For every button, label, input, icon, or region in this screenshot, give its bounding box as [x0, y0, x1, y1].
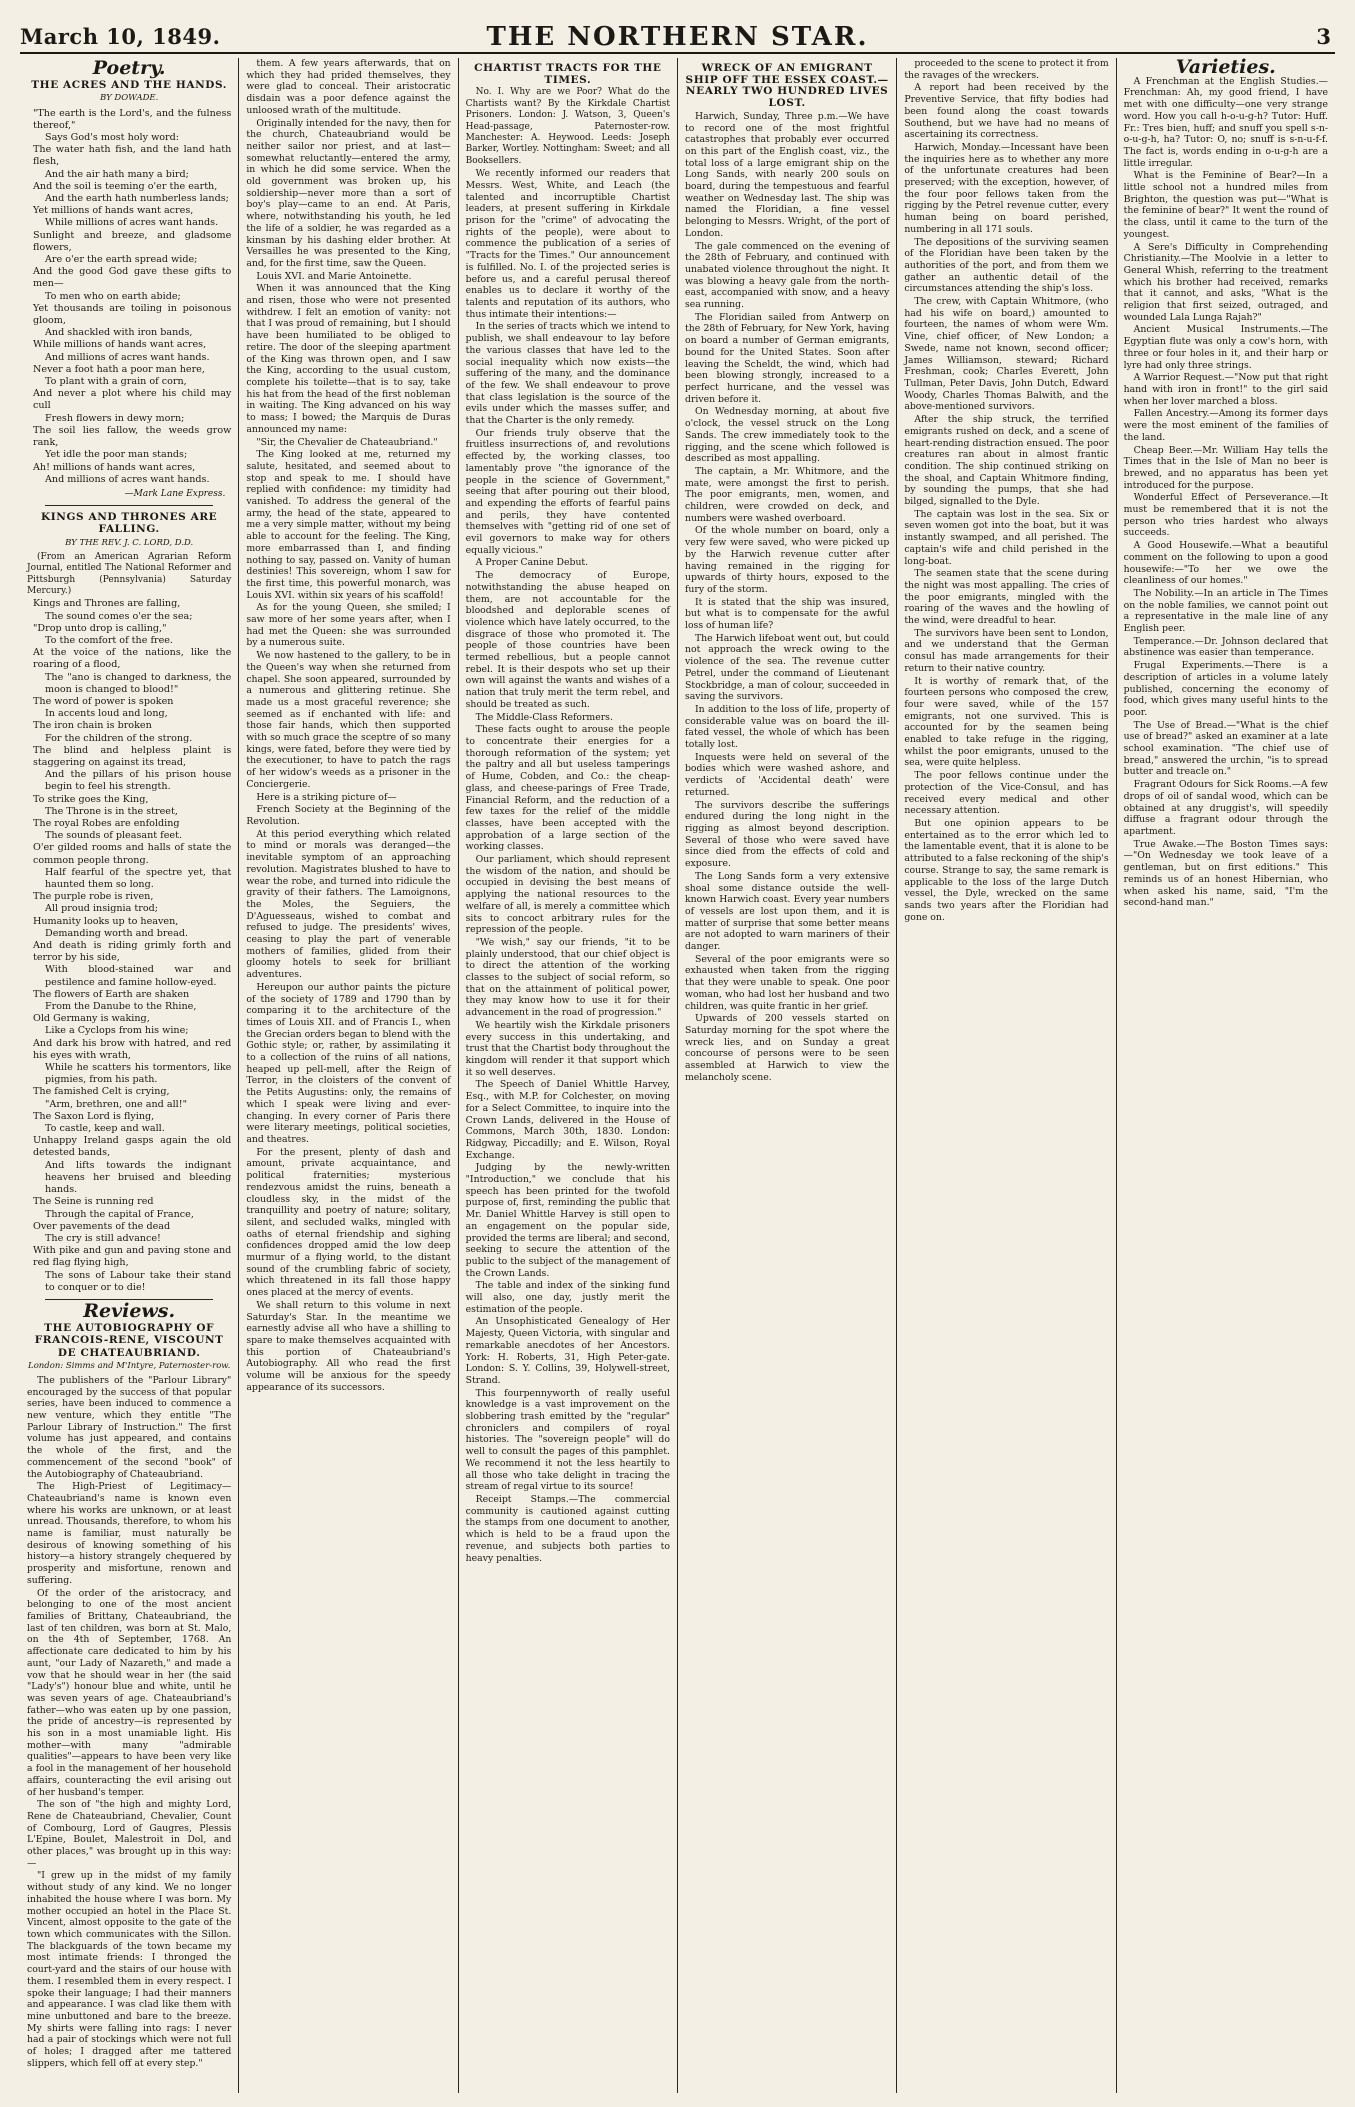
paragraph: When it was announced that the King and risen, those who were not presented withdrew. I felt an emotion of vanity: not that I was proud of remaining, but I should have been humiliated to be obliged to retire. The door of the sleeping apartment of the King was thrown open, and I saw the King, according to the usual custom, complete his toilette—that is to say, take his hat from the head of the first nobleman in waiting. The King advanced on his way to mass; I bowed; the Marquis de Duras announced my name: [246, 283, 451, 435]
poem-line: Like a Cyclops from his wine; [45, 1025, 189, 1037]
variety-item: A Good Housewife.—What a beautiful comment on the following to upon a good housewife:—"To her we owe the cleanliness of our homes." [1123, 540, 1328, 587]
paragraph: Receipt Stamps.—The commercial community is cautioned against cutting the stamps from one document to another, which is held to be a fraud upon the revenue, and subjects both parties to heavy penalties. [465, 1494, 670, 1564]
poem-line: The sound comes o'er the sea; [45, 610, 193, 622]
poem-line: And never a plot where his child may cull [33, 388, 232, 412]
paragraph: For the present, plenty of dash and amount, private acquaintance, and political fraternities; mysterious rendezvous amidst the ruins, beneath a cloudless sky, in the midst of the tranquillity and poetry of nature; solitary, silent, and secluded walks, mingled with oaths of eternal friendship and sighing confidences dropped amid the low deep murmur of a flying world, to the distant sound of the crumbling fabric of society, which threatened in its fall those happy ones placed at the mercy of events. [246, 1146, 451, 1299]
poem-verses [27, 598, 231, 1294]
poem-line: To castle, keep and wall. [45, 1123, 165, 1135]
poem-line: The cry is still advance! [45, 1232, 161, 1244]
poem-line: The soil lies fallow, the weeds grow rank, [33, 424, 232, 449]
poem-line: For the children of the strong. [45, 732, 193, 744]
paragraph: Originally intended for the navy, then for the church, Chateaubriand would be neither sailor nor priest, and at last—somewhat reluctantly—entered the army, in which he did some service. When the old government was broken up, his soldiership—never more than a sort of boy's play—came to an end. At Paris, where, notwithstanding his youth, he led the life of a soldier, he was regarded as a kinsman by his dashing elder brother. At Versailles he was presented to the King, and, for the first time, saw the Queen. [246, 117, 451, 269]
paragraph: The democracy of Europe, notwithstanding the abuse heaped on them, are not accountable for the bloodshed and deplorable scenes of violence which have lately occurred, to the disgrace of those who promoted it. The people of those countries have been termed rebellious, but a people cannot rebel. It is their despots who set up their own will against the wants and wishes of a nation that truly merit the term rebel, and should be treated as such. [465, 570, 670, 710]
variety-item: Ancient Musical Instruments.—The Egyptian flute was only a cow's horn, with three or four holes in it, and their harp or lyre had only three strings. [1123, 324, 1328, 371]
paragraph: In addition to the loss of life, property of considerable value was on board the ill-fated vessel, the whole of which has been totally lost. [684, 703, 890, 751]
poem-line: Yet thousands are toiling in poisonous gloom, [33, 302, 232, 327]
poem-intro: (From an American Agrarian Reform Journal, entitled The National Reformer and Pittsburgh (Pennsylvania) Saturday Mercury.) [27, 551, 232, 596]
poem-line: Demanding worth and bread. [45, 927, 189, 939]
paragraph: The Middle-Class Reformers. [475, 711, 613, 723]
page-number: 3 [1316, 24, 1331, 49]
poem-line: And the good God gave these gifts to men— [33, 266, 232, 290]
paragraph: Louis XVI. and Marie Antoinette. [256, 270, 412, 282]
paragraph: These facts ought to arouse the people to concentrate their energies for a thorough reformation of the system; yet the paltry and all but useless tamperings of Hume, Cobden, and Co.: the cheap-glass, and cheese-parings of Free Trade, Financial Reform, and the reduction of a few taxes for the relief of the middle classes, have been accepted with the approbation of a large section of the working classes. [465, 724, 670, 853]
poem-title: KINGS AND THRONES ARE FALLING. [41, 511, 218, 536]
divider [45, 505, 213, 506]
paragraph: But one opinion appears to be entertained as to the error which led to the lamentable event, that it is alone to be attributed to a false reckoning of the ship's course. Strange to say, the same remark is applicable to the loss of the large Dutch vessel, the Dyle, wrecked on the same sands two years after the Floridian had gone on. [904, 818, 1109, 923]
poem-line: In accents loud and long, [45, 708, 168, 720]
variety-item: A Warrior Request.—"Now put that right hand with iron in front!" to the girl said when her lover marched a bloss. [1123, 372, 1328, 407]
variety-item: Temperance.—Dr. Johnson declared that abstinence was easier than temperance. [1123, 635, 1328, 659]
poem-line: And millions of acres want hands. [45, 351, 210, 363]
paragraph: The table and index of the sinking fund will also, one day, justly merit the estimation of the people. [465, 1280, 670, 1315]
poem-line: With pike and gun and paving stone and red flag flying high, [33, 1245, 232, 1269]
paragraph: We recently informed our readers that Messrs. West, White, and Leach (the talented and incorruptible Chartist leaders, at present suffering in Kirkdale prison for the "crime" of advocating the rights of the people), were about to commence the publication of a series of "Tracts for the Times." Our announcement is fulfilled. No. I. of the projected series is before us, and a careful perusal thereof enables us to declare it worthy of the talents and reputation of its authors, who thus intimate their intentions:— [465, 168, 670, 320]
poem-line: The Throne is in the street, [45, 805, 178, 817]
review-title: THE AUTOBIOGRAPHY OF FRANCOIS-RENE, VISCOUNT DE CHATEAUBRIAND. [34, 1322, 224, 1359]
poem-line: To the comfort of the free. [45, 634, 173, 646]
poem-line: Fresh flowers in dewy morn; [45, 412, 185, 424]
poem-line: "The earth is the Lord's, and the fulness thereof," [33, 107, 232, 131]
poem-line: O'er gilded rooms and halls of state the common people throng. [33, 842, 232, 866]
paragraph: The gale commenced on the evening of the 28th of February, and continued with unabated violence throughout the night. It was blowing a heavy gale from the north-east, accompanied with snow, and a heavy sea running. [684, 240, 890, 311]
article-body [685, 111, 889, 1084]
poem-line: The Saxon Lord is flying, [33, 1110, 155, 1122]
poem-line: And the pillars of his prison house begin to feel his strength. [45, 769, 232, 793]
paragraph: proceeded to the scene to protect it from the ravages of the wreckers. [904, 58, 1109, 81]
poem-line: From the Danube to the Rhine, [45, 1001, 197, 1013]
paragraph: The Long Sands form a very extensive shoal some distance outside the well-known Harwich coast. Every year numbers of vessels are lost upon them, and it is matter of surprise that some better means are not adopted to warn mariners of their danger. [684, 870, 890, 953]
poem-line: The royal Robes are enfolding [33, 818, 180, 829]
poem-line: Yet millions of hands want acres, [33, 205, 194, 217]
paragraph: them. A few years afterwards, that on which they had prided themselves, they were glad to conceal. Their aristocratic disdain was a poor defence against the unloosed wrath of the multitude. [246, 58, 451, 116]
paragraph: In the series of tracts which we intend to publish, we shall endeavour to lay before the various classes that have led to the social inequality which now exists—the suffering of the many, and the dominance of the few. We shall endeavour to prove that class legislation is the source of the evils under which the masses suffer, and that the Charter is the only remedy. [465, 321, 670, 427]
paragraph: Harwich, Monday.—Incessant have been the inquiries here as to whether any more of the unfortunate creatures had been preserved; with the exception, however, of the four poor fellows taken from the rigging by the Petrel revenue cutter, every human being on board perished, numbering in all 171 souls. [904, 141, 1109, 235]
variety-item: What is the Feminine of Bear?—In a little school not a hundred miles from Brighton, the question was put—"What is the feminine of bear?" It went the round of the class, until it came to the turn of the youngest. [1123, 170, 1328, 240]
poem-line: Never a foot hath a poor man here, [33, 363, 205, 375]
poem-line: Kings and Thrones are falling, [33, 598, 181, 610]
article-intro: No. I. Why are we Poor? What do the Chartists want? By the Kirkdale Chartist Prisoners. London: J. Watson, 3, Queen's Head-passage, Paternoster-row. Manchester: A. Heywood. Leeds: Joseph Barker, Wortley. Nottingham: Sweet; and all Booksellers. [465, 87, 670, 166]
variety-item: A Sere's Difficulty in Comprehending Christianity.—The Moolvie in a letter to General Whish, referring to the treatment which his brother had received, remarks that it cannot, and asks, "What is the religion that first seized, outraged, and wounded Lala Lunga Rajah?" [1123, 241, 1328, 323]
paragraph: "We wish," say our friends, "it to be plainly understood, that our chief object is to direct the attention of the working classes to the subject of social reform, so that on the attainment of political power, they may know how to use it for their advancement in the road of progression." [465, 936, 670, 1019]
poem-line: The Seine is running red [33, 1196, 154, 1208]
poem-line: To plant with a grain of corn, [45, 376, 187, 388]
variety-item: Fallen Ancestry.—Among its former days were the most eminent of the families of the land. [1123, 408, 1328, 443]
section-heading-varieties: Varieties. [1175, 58, 1276, 78]
article-body [466, 168, 670, 1564]
paragraph: The captain was lost in the sea. Six or seven women got into the boat, but it was instantly swamped, and all perished. The captain's wife and child perished in the long-boat. [904, 508, 1109, 567]
paragraph: An Unsophisticated Genealogy of Her Majesty, Queen Victoria, with singular and remarkable anecdotes of her Ancestors. York: H. Roberts, 31, High Peter-gate. London: S. Y. Collins, 39, Holywell-street, Strand. [465, 1316, 670, 1386]
columns [20, 58, 1335, 2093]
paragraph: The Harwich lifeboat went out, but could not approach the wreck owing to the violence of the sea. The revenue cutter Petrel, under the command of Lieutenant Stockbridge, a man of colour, succeeded in saving the survivors. [684, 632, 890, 703]
column-2 [239, 58, 458, 2093]
poem-line: Humanity looks up to heaven, [33, 915, 179, 927]
paragraph: On Wednesday morning, at about five o'clock, the vessel struck on the Long Sands. The crew immediately took to the rigging, and the scene which followed is described as most appalling. [684, 406, 890, 465]
paragraph: A Proper Canine Debut. [475, 557, 589, 569]
poem-line: The iron chain is broken [33, 720, 152, 732]
poem-line: And lifts towards the indignant heavens her bruised and bleeding hands. [45, 1159, 232, 1196]
variety-item: True Awake.—The Boston Times says:—"On Wednesday we took leave of a gentleman, but on first editions." This reminds us of an honest Hibernian, who when asked his name, said, "I'm the second-hand man." [1123, 838, 1328, 909]
poem-line: While millions of hands want acres, [33, 339, 207, 351]
paragraph: The captain, a Mr. Whitmore, and the mate, were amongst the first to perish. The poor emigrants, men, women, and children, were crowded on deck, and numbers were washed overboard. [684, 465, 890, 524]
column-5 [897, 58, 1116, 2093]
column-3 [459, 58, 678, 2093]
poem-line: The blind and helpless plaint is staggering on against its tread, [33, 744, 232, 768]
poem-byline: BY THE REV. J. C. LORD, D.D. [65, 537, 194, 548]
review-publisher: London: Simms and M'Intyre, Paternoster-row. [28, 1360, 231, 1371]
paragraph: French Society at the Beginning of the Revolution. [246, 804, 451, 827]
poem-line: Sunlight and breeze, and gladsome flowers, [33, 229, 232, 253]
review-body [27, 1375, 231, 2069]
variety-item: The Use of Bread.—"What is the chief use of bread?" asked an examiner at a late school examination. "The chief use of bread," answered the urchin, "is to spread butter and treacle on." [1123, 719, 1328, 778]
poem-line: The sounds of pleasant feet. [45, 830, 182, 842]
paragraph: The poor fellows continue under the protection of the Vice-Consul, and has received every medical and other necessary attention. [904, 770, 1109, 817]
paragraph: After the ship struck, the terrified emigrants rushed on deck, and a scene of heart-rending distraction ensued. The poor creatures ran about in almost frantic condition. The ship continued striking on the shoal, and Captain Whitmore finding, by sounding the pumps, that she had bilged, signalled to the Dyle. [904, 414, 1109, 508]
column-6 [1117, 58, 1335, 2093]
poem-line: While millions of acres want hands. [45, 217, 219, 229]
poem-line: To strike goes the King, [33, 793, 149, 805]
paragraph: Here is a striking picture of— [256, 791, 397, 803]
paragraph: The Speech of Daniel Whittle Harvey, Esq., with M.P. for Colchester, on moving for a Select Committee, to inquire into the Crown Lands, delivered in the House of Commons, March 30th, 1830. London: Ridgway, Piccadilly; and E. Wilson, Royal Exchange. [465, 1079, 670, 1161]
paragraph: Upwards of 200 vessels started on Saturday morning for the spot where the wreck lies, and on Sunday a great concourse of persons were to be seen assembled at Harwich to view the melancholy scene. [684, 1013, 890, 1083]
paragraph: The survivors have been sent to London, and we understand that the German consul has made arrangements for their return to their native country. [904, 627, 1109, 674]
variety-item: Cheap Beer.—Mr. William Hay tells the Times that in the Isle of Man no beer is brewed, and no apparatus has been yet introduced for the purpose. [1123, 444, 1328, 491]
poem-line: Over pavements of the dead [33, 1220, 171, 1232]
column-1 [20, 58, 239, 2093]
poem-line: Are o'er the earth spread wide; [45, 254, 198, 266]
paragraph: It is worthy of remark that, of the fourteen persons who composed the crew, four were saved, while of the 157 emigrants, not one survived. This is accounted for by the seamen being enabled to take refuge in the rigging, whilst the poor emigrants, unused to the sea, were quite helpless. [904, 675, 1109, 769]
paragraph: As for the young Queen, she smiled; I saw more of her some years after, when I had met the Queen: she was surrounded by a numerous suite. [246, 602, 451, 649]
paragraph: The depositions of the surviving seamen of the Floridian have been taken by the authorities of the port, and from them we gather an authentic detail of the circumstances attending the ship's loss. [904, 236, 1109, 295]
poem-line: The word of power is spoken [33, 695, 174, 707]
paragraph: The son of "the high and mighty Lord, Rene de Chateaubriand, Chevalier, Count of Combourg, Lord of Gaugres, Plessis L'Epine, Boulet, Malestroit in Dol, and other places," was brought up in this way:— [27, 1799, 232, 1869]
paragraph: Of the whole number on board, only a very few were saved, who were picked up by the Harwich revenue cutter after having remained in the rigging for upwards of thirty hours, exposed to the fury of the storm. [684, 525, 890, 595]
poem-line: The flowers of Earth are shaken [33, 988, 190, 1000]
variety-item: A Frenchman at the English Studies.—Frenchman: Ah, my good friend, I have met with one difficulty—one very strange word. How you call h-o-u-g-h? Tutor: Huff. Fr.: Tres bien, huff; and snuff you spell s-n-o-u-g-h, ha? Tutor: O, no; snuff is s-n-u-f-f. The fact is, words ending in o-u-g-h are a little irregular. [1123, 75, 1328, 169]
variety-item: The Nobility.—In an article in The Times on the noble families, we cannot point out a representative in the male line of any English peer. [1123, 587, 1328, 635]
paragraph: "Sir, the Chevalier de Chateaubriand." [256, 436, 438, 448]
paragraph: The Floridian sailed from Antwerp on the 28th of February, for New York, having on board a number of German emigrants, bound for the United States. Soon after leaving the Scheldt, the wind, which had been blowing strongly, increased to a perfect hurricane, and the vessel was driven before it. [684, 311, 890, 405]
paragraph: Harwich, Sunday, Three p.m.—We have to record one of the most frightful catastrophes that probably ever occurred on this part of the English coast, viz., the total loss of a large emigrant ship on the Long Sands, with nearly 200 souls on board, during the tempestuous and fearful weather on Wednesday last. The ship was named the Floridian, a fine vessel belonging to Messrs. Wright, of the port of London. [684, 110, 890, 239]
article-title: CHARTIST TRACTS FOR THE TIMES. [474, 62, 662, 86]
paragraph: We heartily wish the Kirkdale prisoners every success in this undertaking, and trust that the Chartist body throughout the kingdom will render it that support which it so well deserves. [465, 1019, 670, 1078]
poem-line: All proud insignia trod; [45, 903, 158, 915]
section-heading-reviews: Reviews. [83, 1299, 176, 1322]
column-4 [678, 58, 897, 2093]
poem-line: Old Germany is waking, [33, 1013, 150, 1025]
poem-line: The purple robe is riven, [33, 891, 154, 903]
paragraph: We now hastened to the gallery, to be in the Queen's way when she returned from chapel. She soon appeared, surrounded by a numerous and glittering retinue. She made us a most graceful reverence; she seemed as if enchanted with life: and those fair hands, which then supported with so much grace the sceptre of so many kings, were fated, before they were tied by the executioner, to have to patch the rags of her widow's weeds as a prisoner in the Conciergerie. [246, 650, 451, 790]
poem-line: The famished Celt is crying, [33, 1086, 170, 1098]
poem-line: While he scatters his tormentors, like pigmies, from his path. [45, 1062, 232, 1086]
paragraph: The crew, with Captain Whitmore, (who had his wife on board,) amounted to fourteen, the names of whom were Wm. Vine, chief officer, of New London; a Swede, name not known, second officer; James Williamson, steward; Richard Freshman, cook; Charles Everett, John Tullman, Peter Davis, John Dutch, Edward Woody, Charles Thomas Balwith, and the above-mentioned survivors. [904, 296, 1109, 413]
variety-item: Wonderful Effect of Perseverance.—It must be remembered that it is not the person who tries hardest who always succeeds. [1123, 492, 1328, 539]
poem-line: And death is riding grimly forth and terror by his side, [33, 940, 232, 964]
paragraph: The publishers of the "Parlour Library" encouraged by the success of that popular series, have been induced to commence a new venture, which they entitle "The Parlour Library of Instruction." The first volume has just appeared, and contains the whole of the first, and the commencement of the second "book" of the Autobiography of Chateaubriand. [27, 1374, 232, 1480]
poem-line: The water hath fish, and the land hath flesh, [33, 144, 232, 168]
paragraph: Our parliament, which should represent the wisdom of the nation, and should be occupied in devising the best means of applying the national resources to the welfare of all, is merely a committee which sits to concoct arbitrary rules for the repression of the people. [465, 854, 670, 936]
poem-line: Unhappy Ireland gasps again the old detested bands, [33, 1135, 232, 1159]
poem-line: Ah! millions of hands want acres, [33, 461, 196, 473]
paragraph: Inquests were held on several of the bodies which were washed ashore, and verdicts of 'Accidental death' were returned. [684, 751, 890, 798]
poem-verses [27, 108, 231, 486]
poem-line: At the voice of the nations, like the roaring of a flood, [33, 647, 232, 671]
variety-item: Fragrant Odours for Sick Rooms.—A few drops of oil of sandal wood, which can be obtained at any druggist's, will speedily diffuse a fragrant odour through the apartment. [1123, 779, 1328, 837]
article-title: WRECK OF AN EMIGRANT SHIP OFF THE ESSEX COAST.—NEARLY TWO HUNDRED LIVES LOST. [685, 62, 889, 110]
newspaper-title: THE NORTHERN STAR. [486, 22, 869, 52]
poem-line: "Arm, brethren, one and all!" [45, 1098, 187, 1110]
paragraph: Our friends truly observe that the fruitless insurrections of, and revolutions effected by, the working classes, too lamentably prove "the ignorance of the people in the science of Government," seeing that after pouring out their blood, and expending the efforts of fearful pains and perils, they have contented themselves with "getting rid of one set of evil governors to make way for others equally vicious." [465, 427, 670, 556]
poem-line: And dark his brow with hatred, and red his eyes with wrath, [33, 1037, 232, 1061]
poem-line: And the soil is teeming o'er the earth, [33, 180, 218, 192]
varieties-list [1124, 76, 1328, 909]
poem-line: The "ano is changed to darkness, the moon is changed to blood!" [45, 671, 232, 695]
paragraph: A report had been received by the Preventive Service, that fifty bodies had been found along the coast towards Southend, but we have had no means of ascertaining its correctness. [904, 82, 1109, 141]
poem-line: And millions of acres want hands. [45, 473, 210, 485]
poem-line: "Drop unto drop is calling," [33, 622, 167, 634]
poem-line: And the earth hath numberless lands; [45, 193, 229, 205]
paragraph: Hereupon our author paints the picture of the society of 1789 and 1790 than by comparing it to the architecture of the times of Louis XII. and of Francis I., when the Grecian orders began to blend with the Gothic style; or, rather, by assimilating it to a collection of the ruins of all nations, heaped up pell-mell, after the Reign of Terror, in the cloisters of the convent of the Petits Augustins: only, the remains of which I speak were living and ever-changing. In every corner of Paris there were literary meetings, political societies, and theatres. [246, 981, 451, 1145]
paragraph: At this period everything which related to mind or morals was deranged—the inevitable symptom of an approaching revolution. Magistrates blushed to have to wear the robe, and turned into ridicule the gravity of their fathers. The Lamoignons, the Moles, the Seguiers, the D'Aguesseaus, wished to combat and refused to judge. The presidents' wives, ceasing to play the part of venerable mothers of families, glided from their gloomy hotels to seek for brilliant adventures. [246, 828, 451, 981]
poem-line: Through the capital of France, [45, 1208, 194, 1220]
poem-line: And shackled with iron bands, [45, 327, 193, 339]
paragraph: Several of the poor emigrants were so exhausted when taken from the rigging that they were unable to speak. One poor woman, who had lost her husband and two children, was quite frantic in her grief. [684, 953, 890, 1012]
poem-line: And the air hath many a bird; [45, 168, 189, 180]
paragraph: The seamen state that the scene during the night was most appalling. The cries of the poor emigrants, mingled with the roaring of the waves and the howling of the wind, were dreadful to hear. [904, 568, 1109, 627]
masthead [20, 22, 1335, 54]
paragraph: We shall return to this volume in next Saturday's Star. In the meantime we earnestly advise all who have a shilling to spare to make themselves acquainted with this portion of Chateaubriand's Autobiography. All who read the first volume will be anxious for the speedy appearance of its successors. [246, 1299, 451, 1393]
variety-item: Frugal Experiments.—There is a description of articles in a volume lately published, concerning the economy of food, which gives many useful hints to the poor. [1123, 660, 1328, 718]
poem-byline: BY DOWADE. [99, 93, 159, 104]
poem-source: —Mark Lane Express. [124, 488, 226, 499]
poem-title: THE ACRES AND THE HANDS. [31, 79, 228, 92]
paragraph: Of the order of the aristocracy, and belonging to one of the most ancient families of Brittany, Chateaubriand, the last of ten children, was born at St. Malo, on the 4th of September, 1768. An affectionate care dedicated to him by his aunt, "our Lady of Nazareth," and made a vow that he should wear in her (the said "Lady's") honour blue and white, until he was seven years of age. Chateaubriand's father—who was eaten up by one passion, the pride of ancestry—is represented by his son in a most unamiable light. His mother—with many "admirable qualities"—appears to have been very like a fool in the management of her household affairs, counteracting the evil arising out of her husband's temper. [27, 1587, 232, 1798]
poem-line: The sons of Labour take their stand to conquer or to die! [45, 1269, 232, 1293]
paragraph: "I grew up in the midst of my family without study of any kind. We no longer inhabited the house where I was born. My mother occupied an hotel in the Place St. Vincent, almost opposite to the gate of the town which communicates with the Sillon. The blackguards of the town became my most intimate friends: I thronged the court-yard and the stairs of our house with them. I resembled them in every respect. I spoke their language; I had their manners and appearance. I was clad like them with mine unbuttoned and bare to the breeze. My shirts were falling into rags: I never had a pair of stockings which were not full of holes; I dragged after me tattered slippers, which fell off at every step." [27, 1870, 232, 2069]
issue-date: March 10, 1849. [20, 24, 221, 49]
poem-line: With blood-stained war and pestilence and famine hollow-eyed. [45, 964, 232, 988]
paragraph: The survivors describe the sufferings endured during the long night in the rigging as almost beyond description. Several of those who were saved have since died from the effects of cold and exposure. [684, 799, 890, 870]
paragraph: Judging by the newly-written "Introduction," we conclude that his speech has been printed for the twofold purpose of, first, reminding the public that Mr. Daniel Whittle Harvey is still open to an engagement on the popular side, provided the terms are liberal; and second, seeking to secure the attention of the public to the subject of the management of the Crown Lands. [465, 1162, 670, 1279]
poem-line: Half fearful of the spectre yet, that haunted them so long. [45, 866, 232, 891]
paragraph: It is stated that the ship was insured, but what is to compensate for the awful loss of human life? [684, 596, 890, 632]
poem-line: To men who on earth abide; [45, 290, 181, 302]
poem-line: Says God's most holy word: [45, 132, 180, 144]
paragraph: The King looked at me, returned my salute, hesitated, and seemed about to stop and speak to me. I should have replied with confidence: my timidity had vanished. To address the general of the army, the head of the state, appeared to me a very simple matter, without my being able to account for the feeling. The King, more embarrassed than I, and finding nothing to say, passed on. Vanity of human destinies! This sovereign, whom I saw for the first time, this powerful monarch, was Louis XVI. within six years of his scaffold! [246, 449, 451, 601]
paragraph: This fourpennyworth of really useful knowledge is a vast improvement on the slobbering trash emitted by the "regular" chroniclers and compilers of royal histories. The "sovereign people" will do well to consult the pages of this pamphlet. We recommend it not the less heartily to all those who take delight in tracing the stream of regal virtue to its source! [465, 1387, 670, 1493]
poem-line: Yet idle the poor man stands; [45, 449, 188, 461]
section-heading-poetry: Poetry. [92, 58, 166, 79]
paragraph: The High-Priest of Legitimacy—Chateaubriand's name is known even where his works are unknown, or at least unread. Thousands, therefore, to whom his name is familiar, must naturally be desirous of knowing something of his history—a history strangely chequered by prosperity and misfortune, renown and suffering. [27, 1481, 232, 1586]
